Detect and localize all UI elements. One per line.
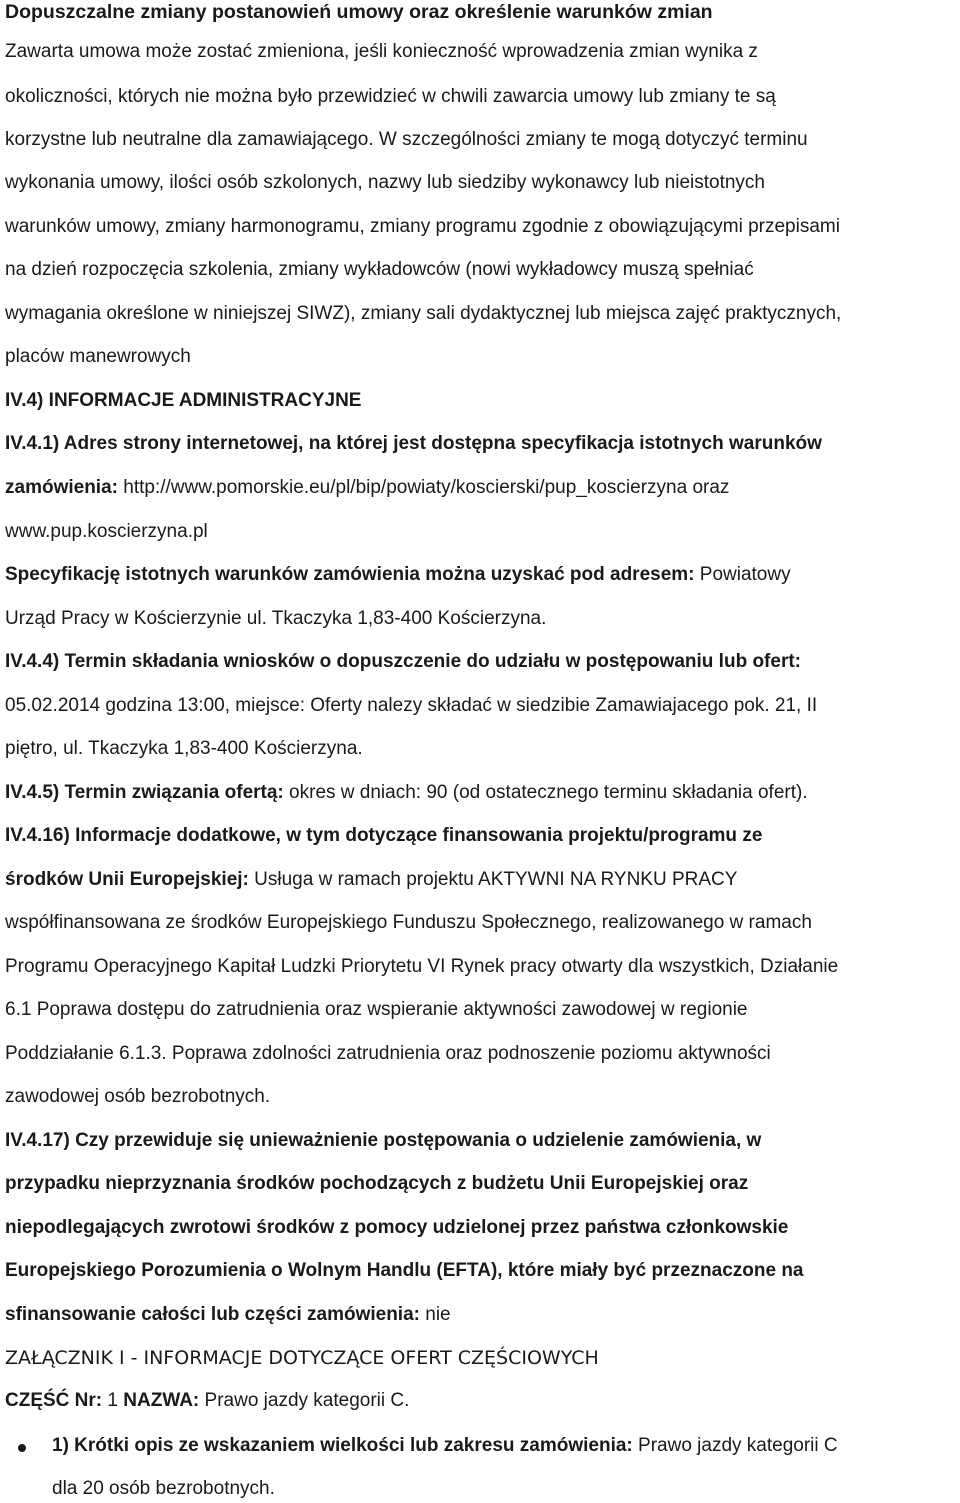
text-segment: 1) Krótki opis ze wskazaniem wielkości lub zakresu zamówienia: <box>52 1435 639 1456</box>
url-text: www.pup.koscierzyna.pl <box>5 521 208 542</box>
paragraph-line <box>5 607 546 631</box>
text-segment: okres w dniach: 90 (od ostatecznego terminu składania ofert). <box>289 782 808 803</box>
paragraph-line <box>5 520 208 544</box>
text-segment: Programu Operacyjnego Kapitał Ludzki Priorytetu VI Rynek pracy otwarty dla wszystkich, Działanie <box>5 956 839 977</box>
paragraph-line <box>5 1042 771 1066</box>
paragraph-line <box>5 781 808 805</box>
text-segment: na dzień rozpoczęcia szkolenia, zmiany wykładowców (nowi wykładowcy muszą spełniać <box>5 259 754 280</box>
paragraph-line <box>5 128 808 152</box>
paragraph-line <box>5 302 841 326</box>
text-segment: ZAŁĄCZNIK I - INFORMACJE DOTYCZĄCE OFERT CZĘŚCIOWYCH <box>5 1347 599 1369</box>
paragraph-line <box>5 258 754 282</box>
text-segment: NAZWA: <box>123 1390 205 1411</box>
paragraph-line <box>5 432 822 456</box>
paragraph-line <box>5 1216 788 1240</box>
text-segment: Europejskiego Porozumienia o Wolnym Handlu (EFTA), które miały być przeznaczone na <box>5 1260 804 1281</box>
text-segment: wykonania umowy, ilości osób szkolonych, nazwy lub siedziby wykonawcy lub nieistotnych <box>5 172 765 193</box>
text-segment: IV.4.1) Adres strony internetowej, na której jest dostępna specyfikacja istotnych warunków <box>5 433 822 454</box>
text-segment: 1 <box>107 1390 124 1411</box>
paragraph-line <box>5 85 776 109</box>
text-segment: IV.4.4) Termin składania wniosków o dopuszczenie do udziału w postępowaniu lub ofert: <box>5 651 801 672</box>
paragraph-line <box>5 40 758 64</box>
paragraph-line <box>5 1259 804 1283</box>
text-segment: Zawarta umowa może zostać zmieniona, jeśli konieczność wprowadzenia zmian wynika z <box>5 41 758 62</box>
text-segment: korzystne lub neutralne dla zamawiającego. W szczególności zmiany te mogą dotyczyć terminu <box>5 129 808 150</box>
paragraph-line <box>5 1172 748 1196</box>
paragraph-line <box>5 824 762 848</box>
list-item-line <box>52 1434 838 1458</box>
paragraph-line <box>5 345 191 369</box>
section-heading-line <box>5 389 361 413</box>
bullet-icon <box>18 1444 26 1452</box>
text-segment: IV.4.17) Czy przewiduje się unieważnienie postępowania o udzielenie zamówienia, w <box>5 1130 762 1151</box>
text-segment: CZĘŚĆ Nr: <box>5 1390 108 1411</box>
text-segment: Dopuszczalne zmiany postanowień umowy oraz określenie warunków zmian <box>5 1 713 23</box>
text-segment: wymagania określone w niniejszej SIWZ), zmiany sali dydaktycznej lub miejsca zajęć praktycznych, <box>5 303 842 324</box>
text-segment: środków Unii Europejskiej: <box>5 869 255 890</box>
paragraph-line <box>5 694 817 718</box>
text-segment: nie <box>425 1304 451 1325</box>
paragraph-line <box>5 215 840 239</box>
paragraph-line <box>5 1085 270 1109</box>
text-segment: Prawo jazdy kategorii C. <box>204 1390 410 1411</box>
text-segment: sfinansowanie całości lub części zamówienia: <box>5 1304 426 1325</box>
section-heading-line <box>5 0 713 24</box>
paragraph-line <box>5 1303 451 1327</box>
paragraph-line <box>5 868 737 892</box>
paragraph-line <box>5 911 812 935</box>
text-segment: Specyfikację istotnych warunków zamówienia można uzyskać pod adresem: <box>5 564 700 585</box>
text-segment: Prawo jazdy kategorii C <box>638 1435 838 1456</box>
paragraph-line <box>5 563 791 587</box>
text-segment: 6.1 Poprawa dostępu do zatrudnienia oraz wspieranie aktywności zawodowej w regionie <box>5 999 748 1020</box>
attachment-heading-line <box>5 1346 599 1370</box>
text-segment: placów manewrowych <box>5 346 191 367</box>
text-segment: IV.4.16) Informacje dodatkowe, w tym dotyczące finansowania projektu/programu ze <box>5 825 763 846</box>
text-segment: IV.4) INFORMACJE ADMINISTRACYJNE <box>5 390 362 411</box>
text-segment: dla 20 osób bezrobotnych. <box>52 1478 275 1499</box>
paragraph-line <box>5 955 838 979</box>
paragraph-line <box>5 998 747 1022</box>
text-segment: warunków umowy, zmiany harmonogramu, zmiany programu zgodnie z obowiązującymi przepisami <box>5 216 840 237</box>
paragraph-line <box>5 476 729 500</box>
paragraph-line <box>5 1129 761 1153</box>
text-segment: Poddziałanie 6.1.3. Poprawa zdolności zatrudnienia oraz podnoszenie poziomu aktywności <box>5 1043 771 1064</box>
text-segment: 05.02.2014 godzina 13:00, miejsce: Oferty nalezy składać w siedzibie Zamawiajacego pok. 21, II <box>5 695 818 716</box>
list-item-line <box>52 1477 275 1501</box>
text-segment: Usługa w ramach projektu AKTYWNI NA RYNKU PRACY <box>254 869 738 890</box>
text-segment: piętro, ul. Tkaczyka 1,83-400 Kościerzyna. <box>5 738 363 759</box>
text-segment: IV.4.5) Termin związania ofertą: <box>5 782 290 803</box>
paragraph-line <box>5 737 363 761</box>
text-segment: zamówienia: <box>5 477 124 498</box>
paragraph-line <box>5 171 765 195</box>
paragraph-line <box>5 1389 409 1413</box>
text-segment: zawodowej osób bezrobotnych. <box>5 1086 271 1107</box>
text-segment: niepodlegających zwrotowi środków z pomocy udzielonej przez państwa członkowskie <box>5 1217 789 1238</box>
text-segment: Powiatowy <box>699 564 791 585</box>
text-segment: okoliczności, których nie można było przewidzieć w chwili zawarcia umowy lub zmiany te są <box>5 86 776 107</box>
url-text: http://www.pomorskie.eu/pl/bip/powiaty/koscierski/pup_koscierzyna oraz <box>123 477 730 498</box>
text-segment: współfinansowana ze środków Europejskiego Funduszu Społecznego, realizowanego w ramach <box>5 912 812 933</box>
text-segment: Urząd Pracy w Kościerzynie ul. Tkaczyka 1,83-400 Kościerzyna. <box>5 608 547 629</box>
text-segment: przypadku nieprzyznania środków pochodzących z budżetu Unii Europejskiej oraz <box>5 1173 749 1194</box>
paragraph-line <box>5 650 801 674</box>
